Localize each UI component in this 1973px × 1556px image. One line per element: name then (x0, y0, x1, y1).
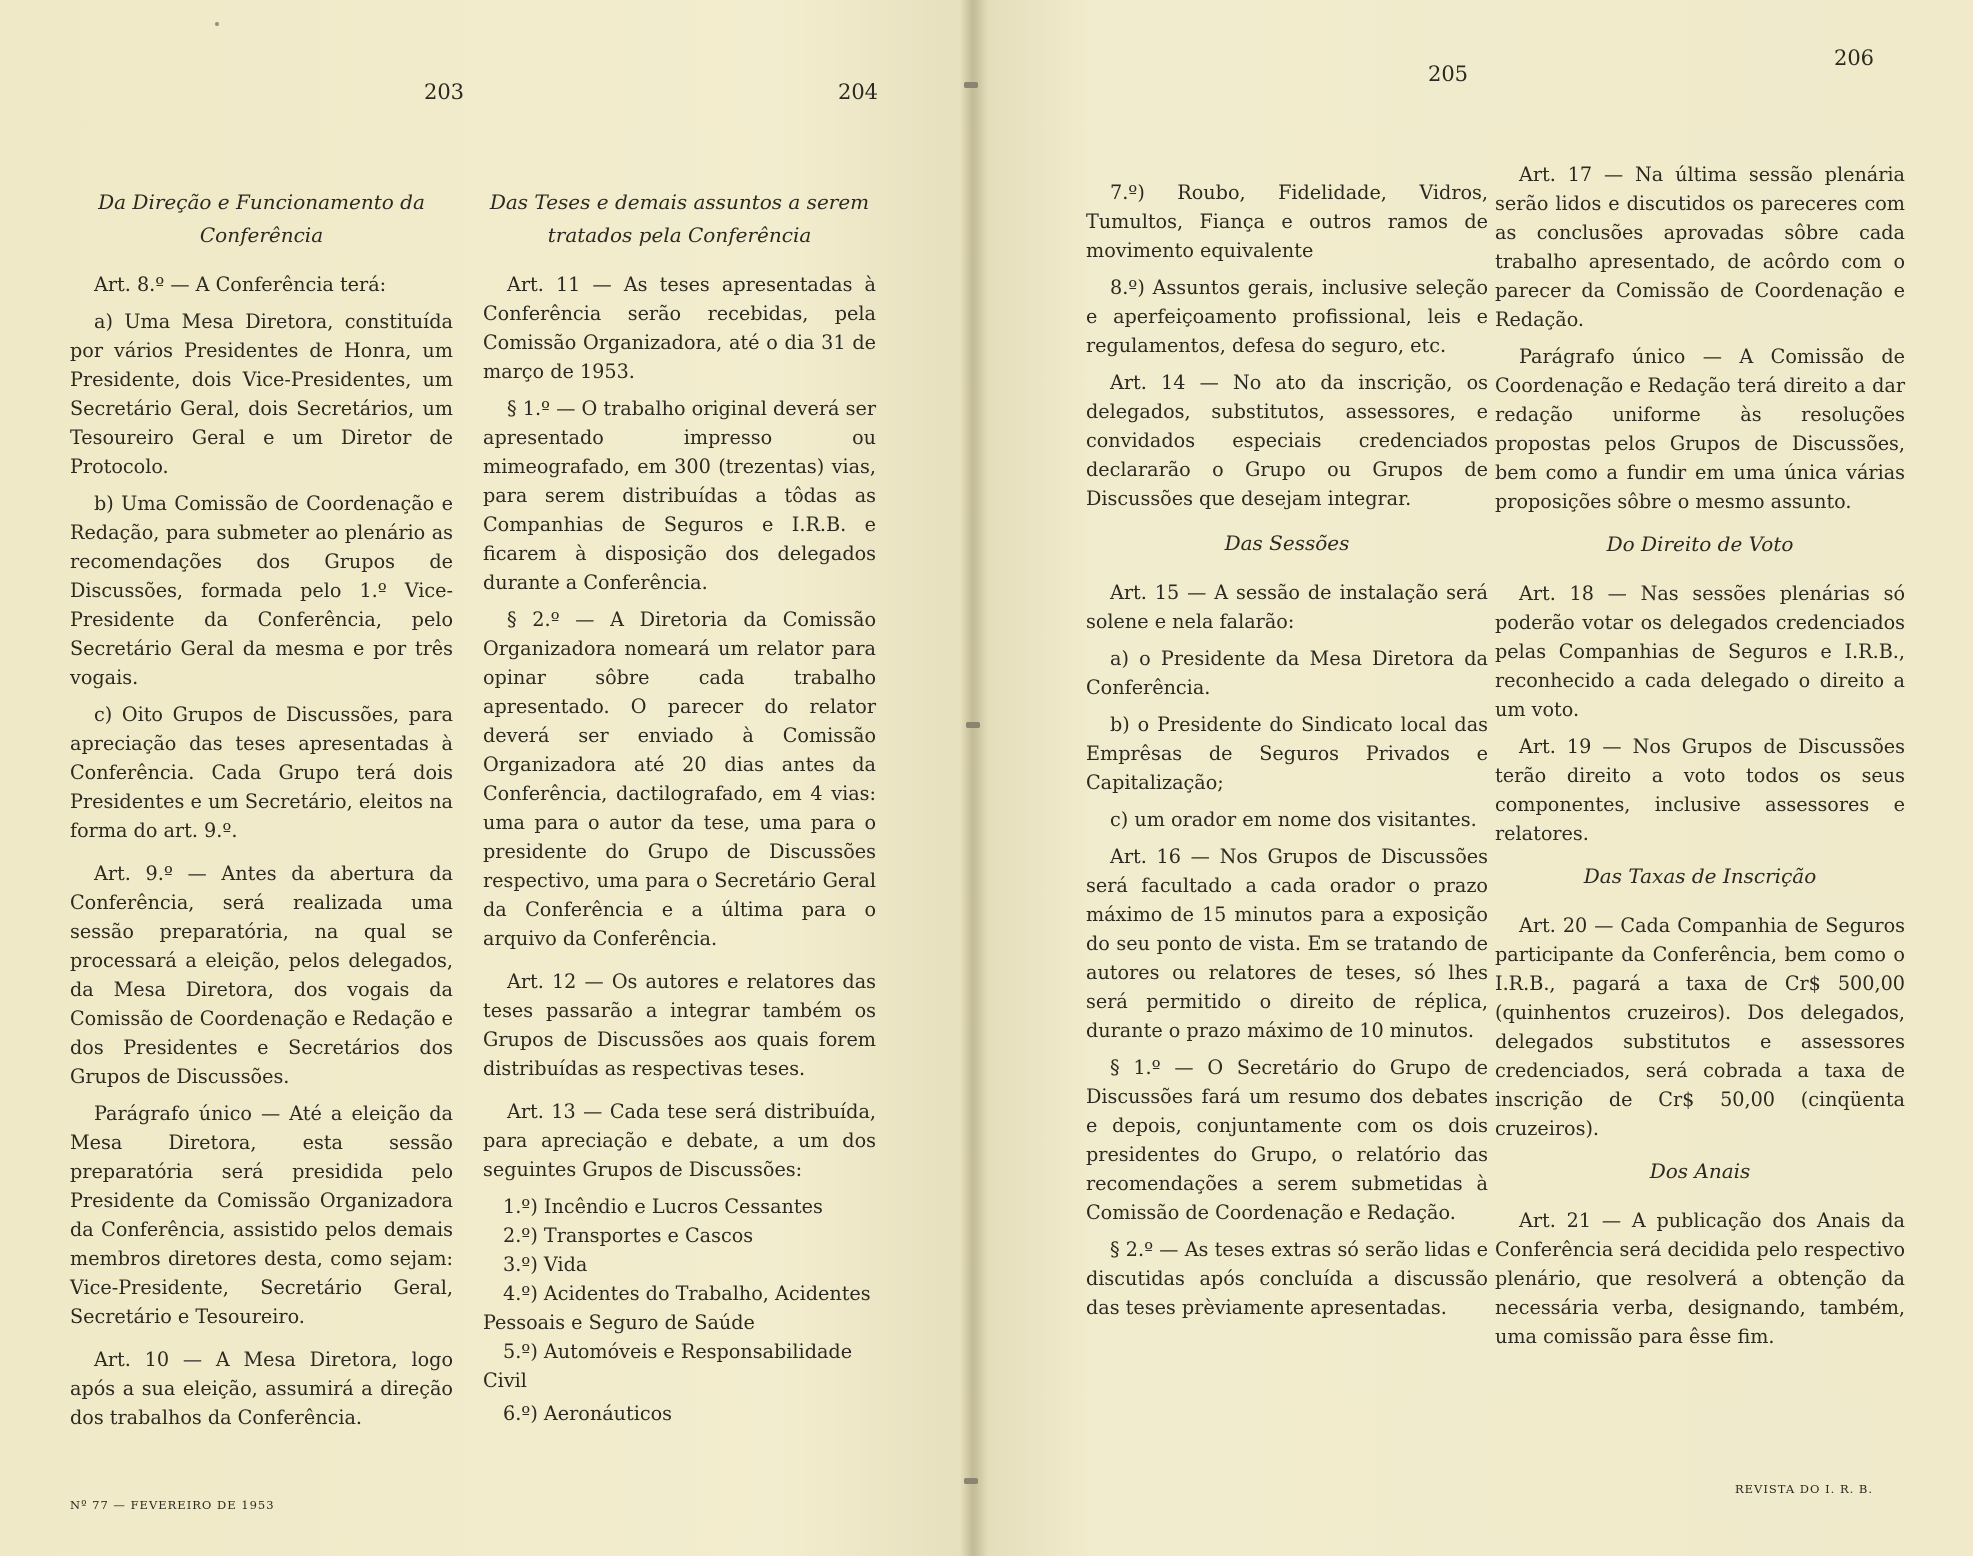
article: a) Uma Mesa Diretora, constituída por vários Presidentes de Honra, um Presidente, dois Vice-Presidentes, um Secretário Geral, dois Secretários, um Tesoureiro Geral e um Diretor de Protocolo. (70, 310, 453, 478)
article: § 2.º — As teses extras só serão lidas e discutidas após concluída a discussão das teses prèviamente apresentadas. (1086, 1238, 1488, 1319)
section-heading: Das Teses e demais assuntos a serem tratados pela Conferência (489, 190, 870, 247)
page-number-203: 203 (423, 80, 465, 104)
article: Art. 17 — Na última sessão plenária serão lidos e discutidos os pareceres com as conclusões aprovadas sôbre cada trabalho apresentado, de acôrdo com o parecer da Comissão de Coordenação e Redação. (1495, 163, 1905, 331)
gutter (960, 0, 988, 1556)
staple-middle (966, 722, 980, 728)
article: Art. 14 — No ato da inscrição, os delegados, substitutos, assessores, e convidados especiais credenciados declararão o Grupo ou Grupos de Discussões que desejam integrar. (1086, 371, 1488, 510)
column-page-206 (1495, 160, 1905, 1359)
list-item: 7.º) Roubo, Fidelidade, Vidros, Tumultos, Fiança e outros ramos de movimento equivalente (1086, 181, 1488, 262)
article: § 2.º — A Diretoria da Comissão Organizadora nomeará um relator para opinar sôbre cada trabalho apresentado. O parecer do relator deverá ser enviado à Comissão Organizadora até 20 dias antes da Conferência, dactilografado, em 4 vias: uma para o autor da tese, uma para o presidente do Grupo de Discussões respectivo, uma para o Secretário Geral da Conferência e a última para o arquivo da Conferência. (483, 608, 876, 950)
page-number-204: 204 (837, 80, 879, 104)
staple-bottom (964, 1478, 978, 1484)
article: Art. 13 — Cada tese será distribuída, para apreciação e debate, a um dos seguintes Grupos de Discussões: (483, 1100, 876, 1181)
footer-journal: REVISTA DO I. R. B. (1735, 1482, 1874, 1496)
article: Art. 15 — A sessão de instalação será solene e nela falarão: (1086, 581, 1488, 633)
section-heading: Do Direito de Voto (1606, 532, 1794, 556)
list-item: 8.º) Assuntos gerais, inclusive seleção e aperfeiçoamento profissional, leis e regulamentos, defesa do seguro, etc. (1086, 276, 1488, 357)
article: § 1.º — O Secretário do Grupo de Discussões fará um resumo dos debates e depois, conjuntamente com os dois presidentes do Grupo, o relatório das recomendações a serem submetidas à Comissão de Coordenação e Redação. (1086, 1056, 1488, 1224)
column-page-205 (1086, 178, 1488, 1330)
list-item: 5.º) Automóveis e Responsabilidade Civil (483, 1340, 853, 1392)
column-page-203 (70, 186, 453, 1440)
article: Art. 20 — Cada Companhia de Seguros participante da Conferência, bem como o I.R.B., pagará a taxa de Cr$ 500,00 (quinhentos cruzeiros). Dos delegados, delegados substitutos e assessores credenciados, será cobrada a taxa de inscrição de Cr$ 50,00 (cinqüenta cruzeiros). (1495, 914, 1905, 1140)
article: a) o Presidente da Mesa Diretora da Conferência. (1086, 647, 1488, 699)
article: Art. 8.º — A Conferência terá: (94, 273, 387, 296)
article: § 1.º — O trabalho original deverá ser apresentado impresso ou mimeografado, em 300 (trezentas) vias, para serem distribuídas a tôdas as Companhias de Seguros e I.R.B. e ficarem à disposição dos delegados durante a Conferência. (483, 397, 876, 594)
section-heading: Das Sessões (1224, 531, 1350, 555)
article: b) o Presidente do Sindicato local das Emprêsas de Seguros Privados e Capitalização; (1086, 713, 1488, 794)
staple-top (964, 82, 978, 88)
list-item: 3.º) Vida (503, 1253, 588, 1276)
list-item: 1.º) Incêndio e Lucros Cessantes (503, 1195, 823, 1218)
article: Art. 12 — Os autores e relatores das teses passarão a integrar também os Grupos de Discussões aos quais forem distribuídas as respectivas teses. (483, 970, 876, 1080)
article: Art. 16 — Nos Grupos de Discussões será facultado a cada orador o prazo máximo de 15 minutos para a exposição do seu ponto de vista. Em se tratando de autores ou relatores de teses, só lhes será permitido o direito de réplica, durante o prazo máximo de 10 minutos. (1086, 845, 1488, 1042)
article: Art. 10 — A Mesa Diretora, logo após a sua eleição, assumirá a direção dos trabalhos da Conferência. (70, 1348, 453, 1429)
article: Parágrafo único — Até a eleição da Mesa Diretora, esta sessão preparatória será presidida pelo Presidente da Comissão Organizadora da Conferência, assistido pelos demais membros diretores desta, como sejam: Vice-Presidente, Secretário Geral, Secretário e Tesoureiro. (70, 1102, 453, 1328)
list-item: 6.º) Aeronáuticos (503, 1402, 672, 1425)
article: Art. 18 — Nas sessões plenárias só poderão votar os delegados credenciados pelas Companhias de Seguros e I.R.B., reconhecido a cada delegado o direito a um voto. (1495, 582, 1905, 721)
speck (215, 22, 219, 26)
list-item: 2.º) Transportes e Cascos (503, 1224, 754, 1247)
article: Art. 19 — Nos Grupos de Discussões terão direito a voto todos os seus componentes, inclusive assessores e relatores. (1495, 735, 1905, 845)
article: b) Uma Comissão de Coordenação e Redação, para submeter ao plenário as recomendações dos Grupos de Discussões, formada pelo 1.º Vice-Presidente da Conferência, pelo Secretário Geral da mesma e por três vogais. (70, 492, 453, 689)
article: Parágrafo único — A Comissão de Coordenação e Redação terá direito a dar redação uniforme às resoluções propostas pelos Grupos de Discussões, bem como a fundir em uma única várias proposições sôbre o mesmo assunto. (1495, 345, 1905, 513)
footer-issue: Nº 77 — FEVEREIRO DE 1953 (70, 1498, 275, 1512)
article: Art. 11 — As teses apresentadas à Conferência serão recebidas, pela Comissão Organizadora, até o dia 31 de março de 1953. (483, 273, 876, 383)
page-number-205: 205 (1427, 62, 1469, 86)
page-number-206: 206 (1833, 46, 1875, 70)
article: Art. 9.º — Antes da abertura da Conferência, será realizada uma sessão preparatória, na qual se processará a eleição, pelos delegados, da Mesa Diretora, dos vogais da Comissão de Coordenação e Redação e dos Presidentes e Secretários dos Grupos de Discussões. (70, 862, 453, 1088)
article: c) Oito Grupos de Discussões, para apreciação das teses apresentadas à Conferência. Cada Grupo terá dois Presidentes e um Secretário, eleitos na forma do art. 9.º. (70, 703, 453, 842)
list-item: 4.º) Acidentes do Trabalho, Acidentes Pessoais e Seguro de Saúde (483, 1282, 871, 1334)
article: Art. 21 — A publicação dos Anais da Conferência será decidida pelo respectivo plenário, que resolverá a obtenção da necessária verba, designando, também, uma comissão para êsse fim. (1495, 1209, 1905, 1348)
column-page-204 (483, 186, 876, 1428)
section-heading: Da Direção e Funcionamento da Conferência (98, 190, 425, 247)
article: c) um orador em nome dos visitantes. (1110, 808, 1477, 831)
section-heading: Dos Anais (1649, 1159, 1751, 1183)
section-heading: Das Taxas de Inscrição (1583, 864, 1817, 888)
